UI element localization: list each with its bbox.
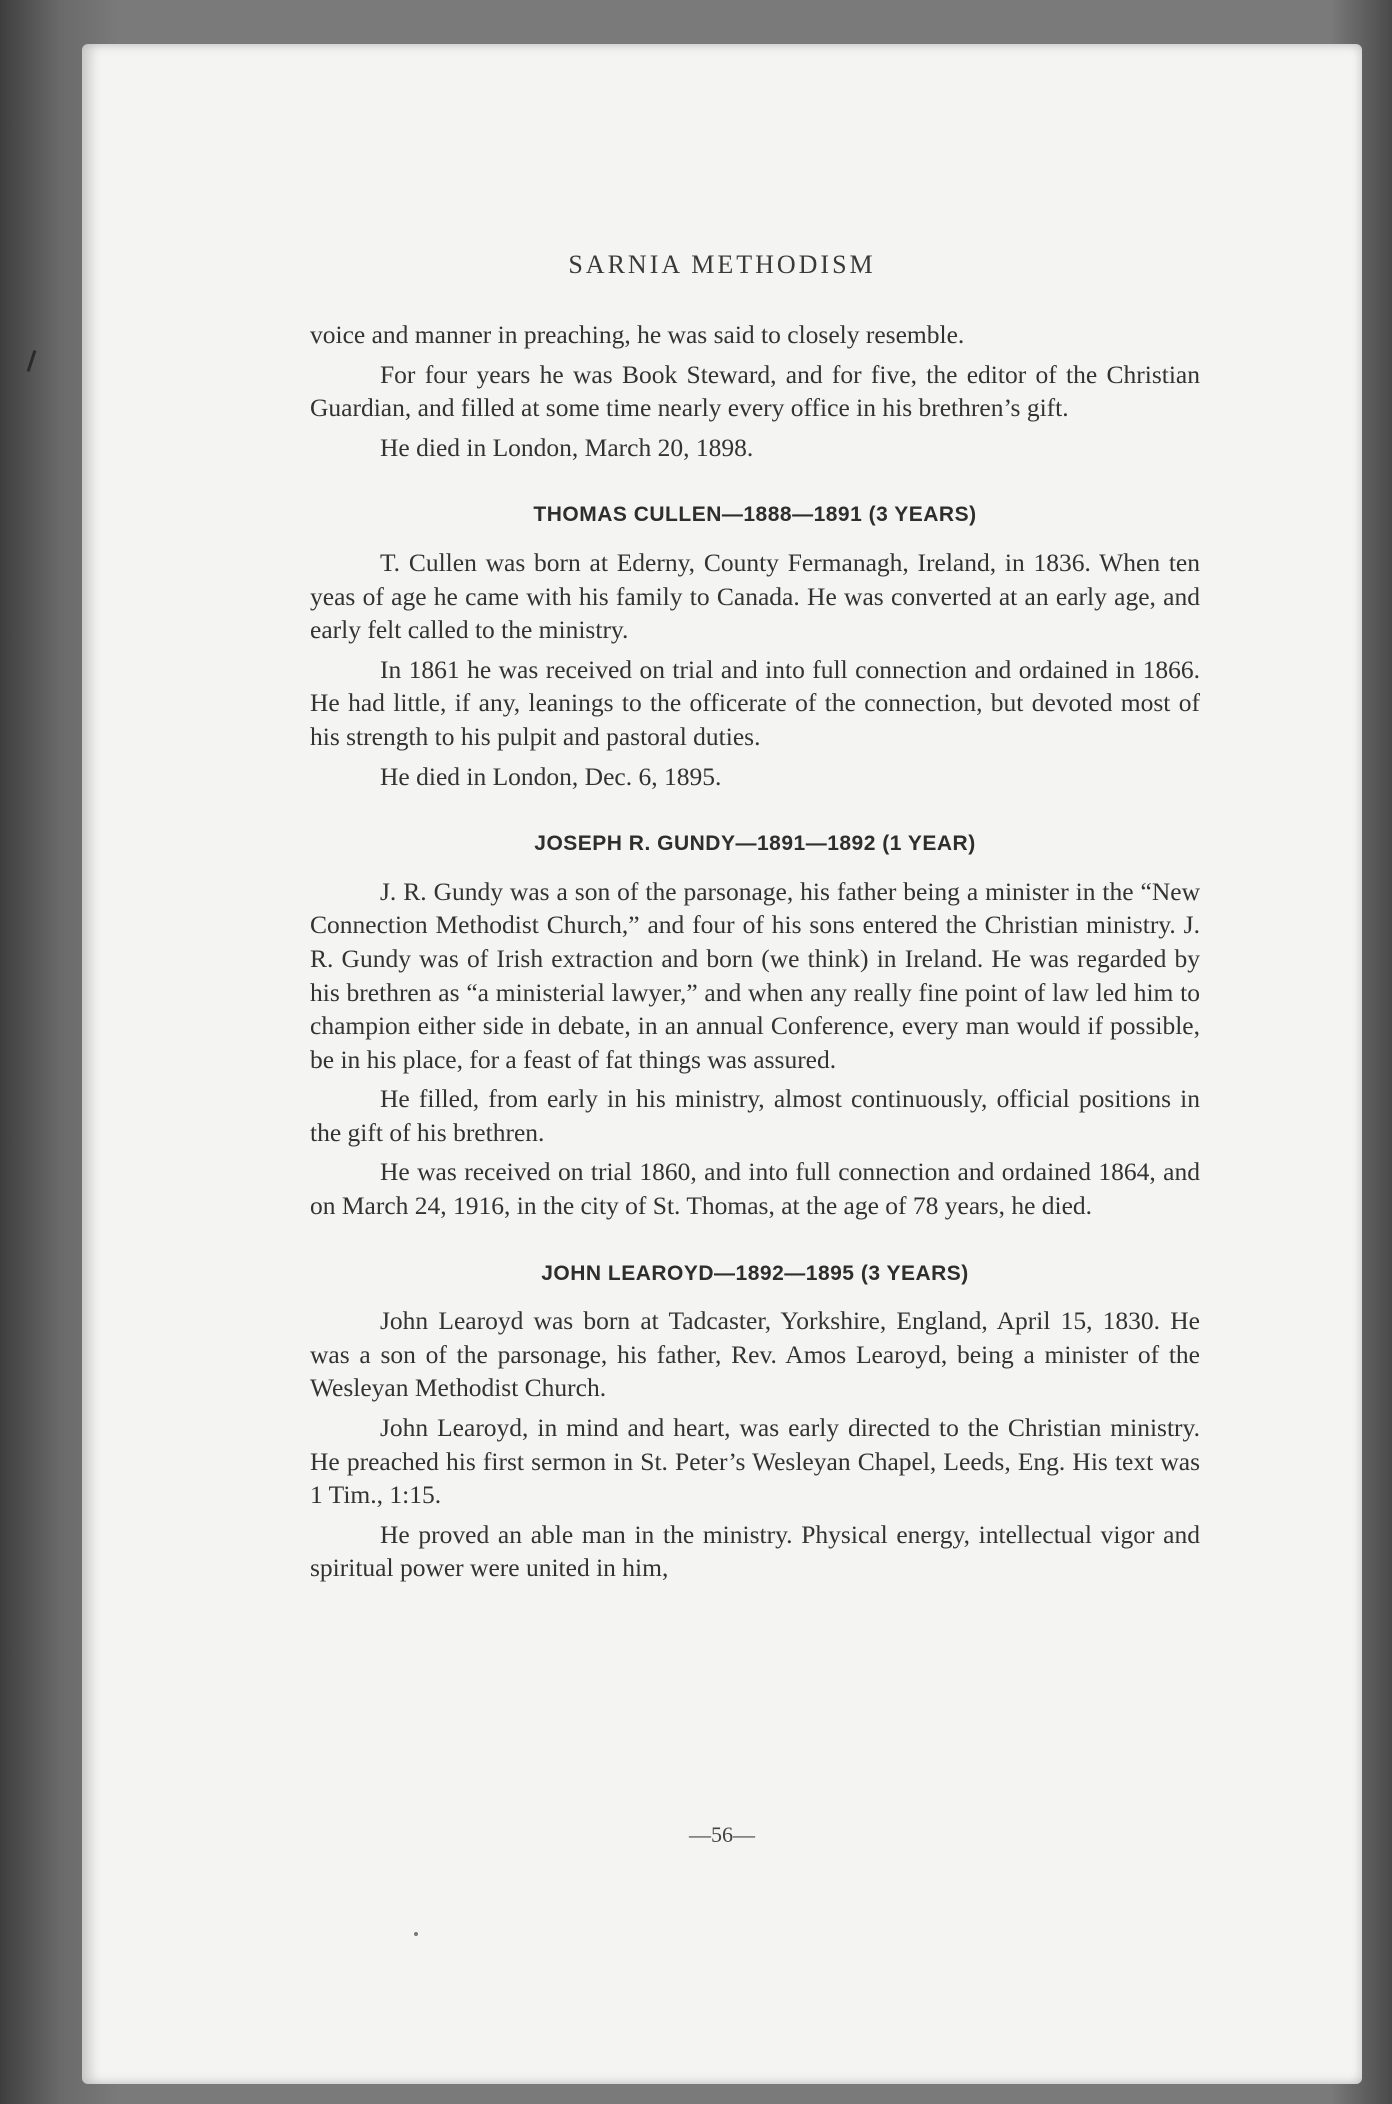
- paragraph: In 1861 he was received on trial and into full connection and ordained in 1866. He had little, if any, leanings to the officerate of the connection, but devoted most of his strength to his pulpit and pastoral duties.: [310, 654, 1200, 751]
- paragraph: He proved an able man in the ministry. Physical energy, intellectual vigor and spiritual power were united in him,: [310, 1519, 1200, 1583]
- section-heading: JOSEPH R. GUNDY—1891—1892 (1 YEAR): [534, 832, 976, 856]
- paragraph: John Learoyd, in mind and heart, was early directed to the Christian ministry. He preached his first sermon in St. Peter’s Wesleyan Chapel, Leeds, Eng. His text was 1 Tim., 1:15.: [310, 1413, 1200, 1510]
- section-heading: JOHN LEAROYD—1892—1895 (3 YEARS): [541, 1261, 969, 1285]
- paragraph: He died in London, March 20, 1898.: [380, 432, 754, 462]
- page-number: —56—: [689, 1822, 755, 1847]
- running-head: SARNIA METHODISM: [568, 250, 876, 279]
- section-heading: THOMAS CULLEN—1888—1891 (3 YEARS): [533, 503, 977, 527]
- paragraph: John Learoyd was born at Tadcaster, Yorkshire, England, April 15, 1830. He was a son of the parsonage, his father, Rev. Amos Learoyd, being a minister of the Wesleyan Methodist Church.: [310, 1306, 1200, 1403]
- paragraph: T. Cullen was born at Ederny, County Fermanagh, Ireland, in 1836. When ten yeas of age he came with his family to Canada. He was converted at an early age, and early felt called to the ministry.: [310, 547, 1200, 645]
- paragraph: He filled, from early in his ministry, almost continuously, official positions in the gift of his brethren.: [310, 1084, 1200, 1147]
- page-speck: [414, 1932, 418, 1936]
- paragraph: He was received on trial 1860, and into full connection and ordained 1864, and on March 24, 1916, in the city of St. Thomas, at the age of 78 years, he died.: [310, 1157, 1200, 1221]
- paragraph: He died in London, Dec. 6, 1895.: [380, 761, 722, 791]
- page-text: [310, 318, 1200, 1591]
- paragraph: J. R. Gundy was a son of the parsonage, his father being a minister in the “New Connection Methodist Church,” and four of his sons entered the Christian ministry. J. R. Gundy was of Irish extraction and born (we think) in Ireland. He was regarded by his brethren as “a ministerial lawyer,” and when any really fine point of law led him to champion either side in debate, in an annual Conference, every man would if possible, be in his place, for a feast of fat things was assured.: [310, 876, 1200, 1074]
- paragraph: For four years he was Book Steward, and for five, the editor of the Christian Guardian, and filled at some time nearly every office in his brethren’s gift.: [310, 359, 1200, 423]
- paragraph: voice and manner in preaching, he was said to closely resemble.: [310, 320, 965, 349]
